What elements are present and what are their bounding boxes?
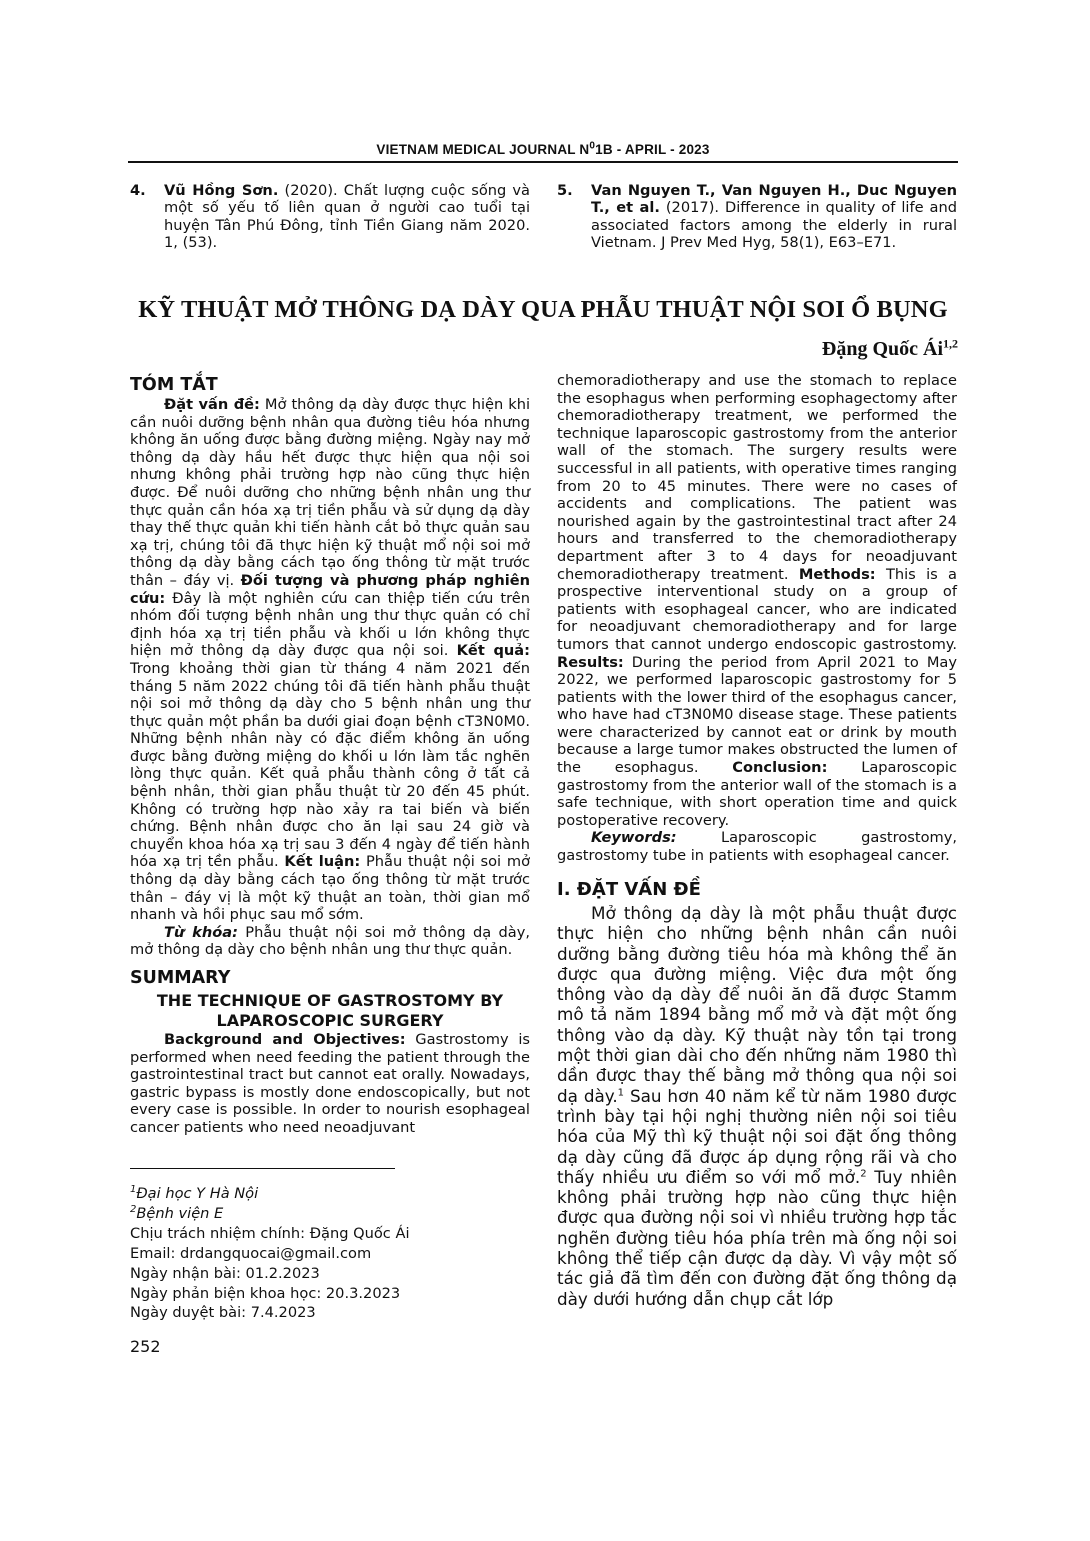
article-title: KỸ THUẬT MỞ THÔNG DẠ DÀY QUA PHẪU THUẬT NỘI SOI Ổ BỤNG xyxy=(138,296,948,323)
reference-5 xyxy=(557,182,957,252)
abstract-vi-lead: Đặt vấn đề: xyxy=(164,396,260,413)
right-column-summary xyxy=(557,372,957,865)
summary-title-line-1: THE TECHNIQUE OF GASTROSTOMY BY xyxy=(156,991,504,1010)
intro-paragraph xyxy=(557,903,957,1309)
summary-title-line-2: LAPAROSCOPIC SURGERY xyxy=(216,1011,444,1030)
reference-authors: Vũ Hồng Sơn. xyxy=(164,182,279,199)
page-number: 252 xyxy=(130,1337,161,1356)
affiliation-2 xyxy=(130,1204,530,1224)
abstract-vi-text: Đây là một nghiên cứu can thiệp tiến cứu trên nhóm đối tượng bệnh nhân ung thư thực quản có chỉ định hóa xạ trị tiền phẫu và khối u lớn không thực hiện mở thông dạ dày được qua nội soi. xyxy=(130,589,530,660)
journal-issue: 1B - APRIL - 2023 xyxy=(595,142,710,157)
reference-4 xyxy=(130,182,530,252)
intro-text: Tuy nhiên không phải trường hợp nào cũng thực hiện được qua đường nội soi vì nhiều trường hợp tắc nghẽn đường tiêu hóa phía trên mà ống nội soi không thể tiếp cận được dạ dày. Vì vậy một số tác giả đã tìm đến con đường đặt ống thông dạ dày dưới hướng dẫn chụp cắt lớp xyxy=(557,1166,957,1309)
citation-sup: 2 xyxy=(860,1168,867,1180)
footnotes xyxy=(130,1184,530,1323)
intro-text: Mở thông dạ dày là một phẫu thuật được thực hiện cho những bệnh nhân cần nuôi dưỡng bằng đường tiêu hóa mà không thể ăn được qua đường miệng. Việc đưa một ống thông vào dạ dày để nuôi ăn đã được Stamm mô tả năm 1894 bằng mổ mở và đặt một ống thông vào dạ dày. Kỹ thuật này tồn tại trong một thời gian dài cho đến những năm 1980 thì dần được thay thế bằng mở thông qua nội soi dạ dày. xyxy=(557,903,957,1106)
keywords-label: Từ khóa: xyxy=(164,923,238,941)
footnote-rule xyxy=(130,1168,395,1169)
affiliation-sup: 1 xyxy=(130,1184,137,1196)
author-affiliation-sup: 1,2 xyxy=(943,336,958,351)
affiliation-text: Bệnh viện E xyxy=(136,1204,224,1222)
date-received: Ngày nhận bài: 01.2.2023 xyxy=(130,1264,320,1282)
summary-text: Laparoscopic gastrostomy from the anterior wall of the stomach is a safe technique, with short operation time and quick postoperative recovery. xyxy=(557,759,957,829)
article-author xyxy=(822,338,958,361)
summary-lead: Methods: xyxy=(798,565,876,583)
keywords-text: Laparoscopic gastrostomy, gastrostomy tube in patients with esophageal cancer. xyxy=(557,829,957,865)
keywords-label: Keywords: xyxy=(591,829,677,847)
summary-text: Gastrostomy is performed when need feeding the patient through the gastrointestinal tract but cannot eat orally. Nowadays, gastric bypass is mostly done endoscopically, but not every case is possible. In order to nourish esophageal cancer patients who need neoadjuvant xyxy=(130,1031,530,1136)
affiliation-text: Đại học Y Hà Nội xyxy=(136,1185,259,1202)
author-name: Đặng Quốc Ái xyxy=(821,338,943,360)
abstract-vi-lead: Đối tượng và phương pháp nghiên cứu: xyxy=(130,571,530,607)
summary-lead: Conclusion: xyxy=(732,759,828,777)
journal-name: VIETNAM MEDICAL JOURNAL N xyxy=(376,142,590,157)
journal-number-sup: 0 xyxy=(589,140,596,152)
abstract-vi-lead: Kết luận: xyxy=(284,853,361,871)
summary-body-part-1 xyxy=(130,1031,530,1137)
journal-header xyxy=(128,142,958,157)
abstract-vi-heading: TÓM TẮT xyxy=(130,375,218,395)
summary-lead: Results: xyxy=(557,653,624,671)
reference-number: 4. xyxy=(130,182,146,199)
email: Email: drdangquocai@gmail.com xyxy=(130,1244,372,1262)
summary-text: During the period from April 2021 to May 2022, we performed laparoscopic gastrostomy for 5 patients with the lower third of the esophagus cancer, who have had cT3N0M0 disease stage. These patients were characterized by cannot eat or drink by mouth because a large tumor makes obstructed the lumen of the esophagus. xyxy=(557,653,957,777)
summary-heading: SUMMARY xyxy=(130,968,231,988)
abstract-vi-body xyxy=(130,396,530,924)
abstract-vi-keywords xyxy=(130,924,530,959)
abstract-vi-text: Mở thông dạ dày được thực hiện khi cần nuôi dưỡng bệnh nhân qua đường tiêu hóa nhưng không ăn uống được bằng đường miệng. Ngày nay mở thông dạ dày hầu hết được thực hiện qua nội soi nhưng không phải trường hợp nào cũng thực hiện được. Để nuôi dưỡng cho những bệnh nhân ung thư thực quản cần hóa xạ trị tiền phẫu và sử dụng dạ dày thay thế thực quản khi tiến hành cắt bỏ thực quản sau xạ trị, chúng tôi đã thực hiện kỹ thuật mổ nội soi mở thông dạ dày bằng cách tạo ống thông từ mặt trước thân – đáy vị. xyxy=(130,396,530,589)
summary-keywords xyxy=(557,829,957,864)
summary-body-part-2 xyxy=(557,372,957,829)
reference-number: 5. xyxy=(557,182,573,199)
keywords-text: Phẫu thuật nội soi mở thông dạ dày, mở thông dạ dày cho bệnh nhân ung thư thực quản. xyxy=(130,923,530,959)
citation-sup: 1 xyxy=(617,1087,625,1099)
reference-text: (2020). Chất lượng cuộc sống và một số yếu tố liên quan ở người cao tuổi tại huyện Tân Phú Đông, tỉnh Tiền Giang năm 2020. 1, (53). xyxy=(164,182,530,252)
date-accepted: Ngày duyệt bài: 7.4.2023 xyxy=(130,1304,316,1322)
summary-text: chemoradiotherapy and use the stomach to replace the esophagus when performing esophagectomy after chemoradiotherapy treatment, we performed the technique laparoscopic gastrostomy from the anterior wall of the stomach. The surgery results were successful in all patients, with operative times ranging from 20 to 45 minutes. There were no cases of accidents and complications. The patient was nourished again by the gastrointestinal tract after 24 hours and transferred to the chemoradiotherapy department after 3 to 4 days for neoadjuvant chemoradiotherapy treatment. xyxy=(557,372,957,583)
responsible-author: Chịu trách nhiệm chính: Đặng Quốc Ái xyxy=(130,1224,410,1242)
abstract-vi-lead: Kết quả: xyxy=(456,642,530,660)
reference-text: (2017). Difference in quality of life and associated factors among the elderly in rural Vietnam. J Prev Med Hyg, 58(1), E63–E71. xyxy=(591,199,957,252)
affiliation-sup: 2 xyxy=(130,1204,137,1216)
abstract-vi-text: Phẫu thuật nội soi mở thông dạ dày bằng cách tạo ống thông từ mặt trước thân – đáy vị là một kỹ thuật an toàn, thời gian mổ nhanh và hồi phục sau mổ sớm. xyxy=(130,853,530,924)
intro-heading: I. ĐẶT VẤN ĐỀ xyxy=(557,879,701,900)
summary-lead: Background and Objectives: xyxy=(164,1031,406,1048)
affiliation-1 xyxy=(130,1184,530,1204)
date-reviewed: Ngày phản biện khoa học: 20.3.2023 xyxy=(130,1284,401,1302)
abstract-vi-text: Trong khoảng thời gian từ tháng 4 năm 2021 đến tháng 5 năm 2022 chúng tôi đã tiến hành phẫu thuật nội soi mở thông dạ dày cho 5 bệnh nhân ung thư thực quản một phần ba dưới giai đoạn bệnh cT3N0M0. Những bệnh nhân này có đặc điểm không ăn uống được bằng đường miệng do khối u lớn làm tắc nghẽn lòng thực quản. Kết quả phẫu thành công ở tất cả bệnh nhân, thời gian phẫu thuật từ 20 đến 45 phút. Không có trường hợp nào xảy ra tai biến và biến chứng. Bệnh nhân được cho ăn lại sau 24 giờ và chuyển khoa hóa xạ trị sau 3 đến 4 ngày để tiến hành hóa xạ trị tền phẫu. xyxy=(130,659,530,871)
reference-authors: Van Nguyen T., Van Nguyen H., Duc Nguyen T., et al. xyxy=(591,182,957,217)
summary-text: This is a prospective interventional study on a group of patients with esophageal cancer, who are indicated for neoadjuvant chemoradiotherapy and for large tumors that cannot undergo endoscopic gastrostomy. xyxy=(557,565,957,653)
intro-text: Sau hơn 40 năm kể từ năm 1980 được trình bày tại hội nghị thường niên nội soi tiêu hóa của Mỹ thì kỹ thuật nội soi đặt ống thông dạ dày cũng đã được áp dụng rộng rãi và cho thấy nhiều ưu điểm so với mổ mở. xyxy=(557,1085,957,1187)
left-column xyxy=(130,374,530,1137)
right-column-intro xyxy=(557,879,957,1309)
header-rule xyxy=(128,161,958,163)
